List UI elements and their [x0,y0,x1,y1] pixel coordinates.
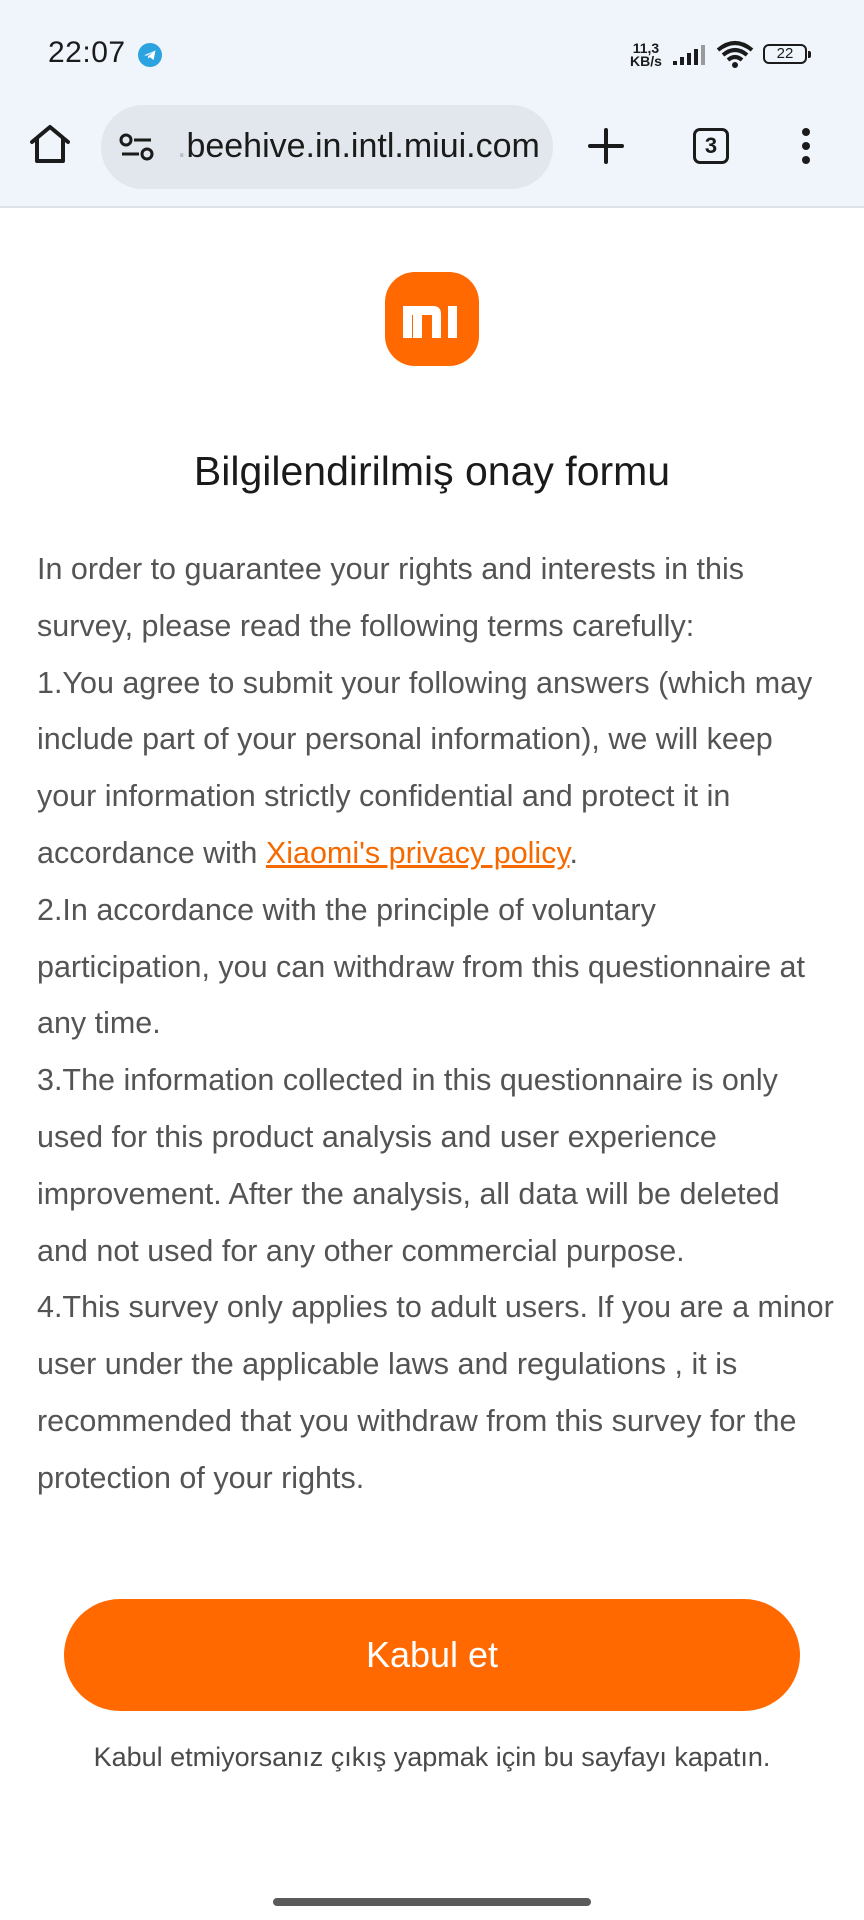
address-bar[interactable] [101,105,553,189]
more-vert-icon[interactable] [800,128,812,164]
mi-logo-icon [385,272,479,366]
plus-icon[interactable] [588,128,624,164]
gesture-home-bar[interactable] [273,1898,591,1906]
accept-button[interactable]: Kabul et [64,1599,800,1711]
term-1 [37,655,837,882]
browser-top-bar [0,0,864,208]
home-icon[interactable] [28,124,72,164]
network-speed-value: 11,3 [632,40,660,56]
privacy-policy-link[interactable]: Xiaomi's privacy policy [265,835,570,870]
terms-intro: In order to guarantee your rights and interests in this survey, please read the following terms carefully: [37,552,744,643]
tabs-icon[interactable]: 3 [693,128,729,164]
url-text[interactable]: .beehive.in.intl.miui.com [177,127,540,165]
wifi-icon [716,40,754,70]
status-time: 22:07 [48,36,126,69]
url-value: beehive.in.intl.miui.com [186,127,540,165]
term-3: 3.The information collected in this questionnaire is only used for this product analysis and user experience improvement. After the analysis, all data will be deleted and not used for any other commercial purpose. [37,1063,780,1268]
tune-icon[interactable] [119,131,155,163]
consent-terms [37,541,837,1507]
decline-note: Kabul etmiyorsanız çıkış yapmak için bu sayfayı kapatın. [93,1742,771,1772]
network-speed [630,42,662,68]
term-2: 2.In accordance with the principle of voluntary participation, you can withdraw from this questionnaire at any time. [37,892,805,1041]
network-speed-unit: KB/s [630,53,662,69]
telegram-icon [138,43,162,67]
battery-indicator: 22 [763,44,807,64]
page-title: Bilgilendirilmiş onay formu [193,448,671,494]
signal-icon [672,44,706,66]
term-4: 4.This survey only applies to adult users. If you are a minor user under the applicable laws and regulations , it is recommended that you withdraw from this survey for the protection of your rights. [37,1290,834,1495]
term-1-end: . [569,835,578,870]
term-1-text: 1.You agree to submit your following answers (which may include part of your personal information), we will keep your information strictly confidential and protect it in accordance with [37,665,813,870]
